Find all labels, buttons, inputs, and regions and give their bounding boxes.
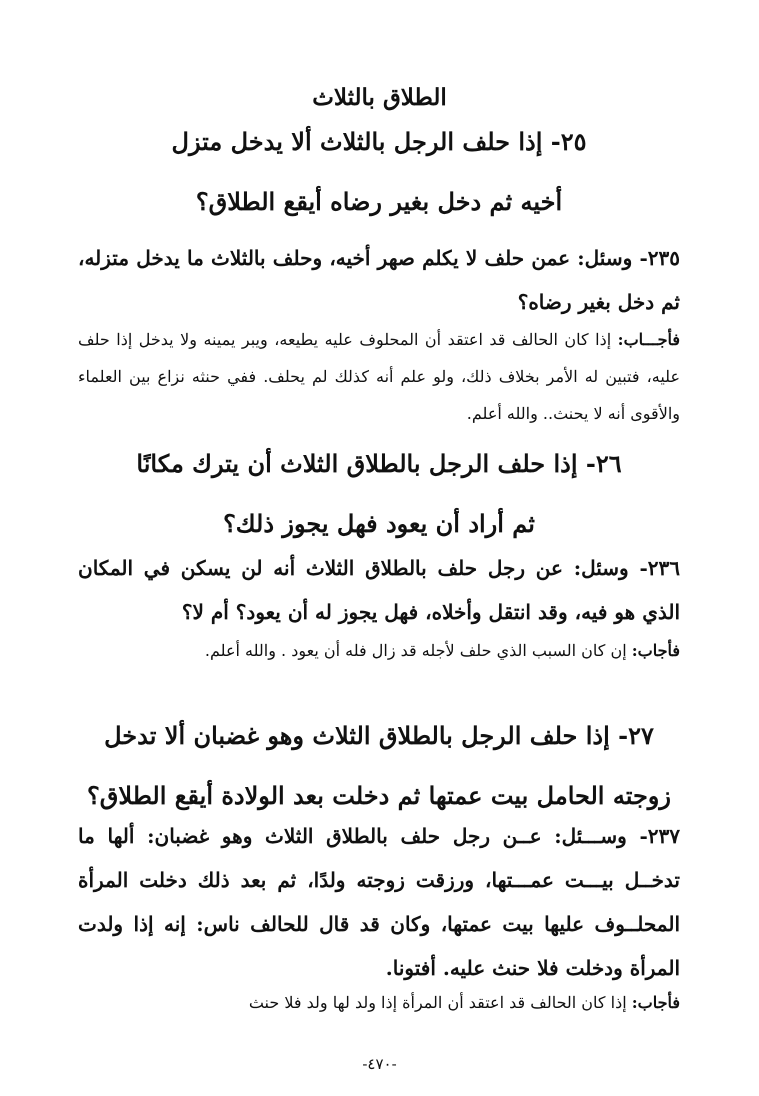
title-line: ٢٥- إذا حلف الرجل بالثلاث ألا يدخل متزل xyxy=(171,127,587,156)
section-title-26 xyxy=(78,434,680,554)
title-line: أخيه ثم دخل بغير رضاه أيقع الطلاق؟ xyxy=(195,187,563,216)
section-title-25 xyxy=(78,112,680,232)
title-line: ثم أراد أن يعود فهل يجوز ذلك؟ xyxy=(223,509,535,538)
answer-237 xyxy=(78,984,680,1021)
title-line: ٢٦- إذا حلف الرجل بالطلاق الثلاث أن يترك مكانًا xyxy=(136,449,622,478)
answer-235 xyxy=(78,321,680,432)
answer-lead: فأجاب: xyxy=(631,641,680,660)
title-line: ٢٧- إذا حلف الرجل بالطلاق الثلاث وهو غضبان ألا تدخل xyxy=(104,721,654,750)
answer-lead: فأجـــاب: xyxy=(617,330,680,349)
question-237: ٢٣٧- وســـئل: عــن رجل حلف بالطلاق الثلاث وهو غضبان: ألها ما تدخــل بيـــت عمـــتها، ورزقت زوجته ولدًا، ثم بعد ذلك دخلت المرأة المحلــوف عليها بيت عمتها، وكان قد قال للحالف ناس: إنه إذا ولدت المرأة ودخلت فلا حنث عليه. أفتونا. xyxy=(78,824,680,980)
page-number: -٤٧٠- xyxy=(362,1055,397,1073)
answer-text: إذا كان الحالف قد اعتقد أن المرأة إذا ولد لها ولد فلا حنث xyxy=(248,993,632,1012)
section-title-27 xyxy=(78,706,680,826)
title-line: زوجته الحامل بيت عمتها ثم دخلت بعد الولادة أيقع الطلاق؟ xyxy=(87,781,671,810)
answer-236 xyxy=(78,632,680,669)
question-236: ٢٣٦- وسئل: عن رجل حلف بالطلاق الثلاث أنه لن يسكن في المكان الذي هو فيه، وقد انتقل وأخلاه، فهل يجوز له أن يعود؟ أم لا؟ xyxy=(78,556,680,624)
answer-text: إن كان السبب الذي حلف لأجله قد زال فله أن يعود . والله أعلم. xyxy=(204,641,632,660)
question-235: ٢٣٥- وسئل: عمن حلف لا يكلم صهر أخيه، وحلف بالثلاث ما يدخل متزله، ثم دخل بغير رضاه؟ xyxy=(78,246,680,314)
page-heading: الطلاق بالثلاث xyxy=(312,84,447,111)
answer-lead: فأجاب: xyxy=(631,993,680,1012)
answer-text: إذا كان الحالف قد اعتقد أن المحلوف عليه يطيعه، ويبر يمينه ولا يدخل إذا حلف عليه، فتبين له الأمر بخلاف ذلك، ولو علم أنه كذلك لم يحلف. ففي حنثه نزاع بين العلماء والأقوى أنه لا يحنث.. والله أعلم. xyxy=(78,330,680,423)
